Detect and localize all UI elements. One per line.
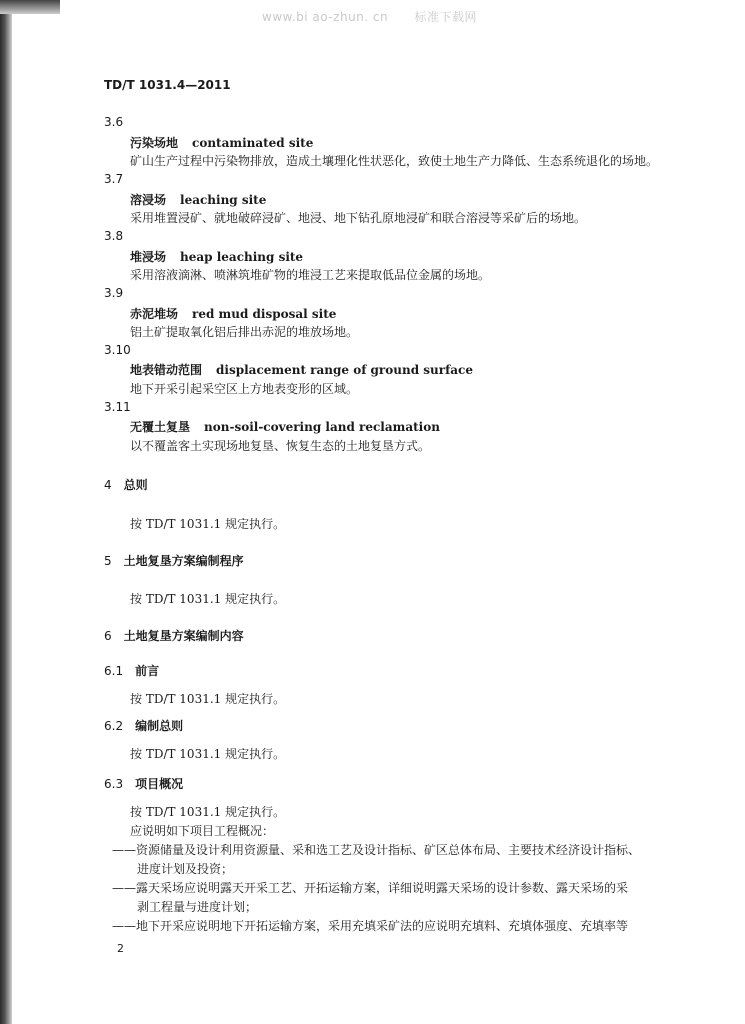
term-number: 3.6 [104,115,124,129]
overview-item: ——露天采场应说明露天开采工艺、开拓运输方案，详细说明露天采场的设计参数、露天采场的采 [112,881,629,895]
standard-code: TD/T 1031.4—2011 [104,78,231,92]
term-number: 3.9 [104,286,124,300]
page-edge-shadow [0,0,12,1024]
section-title: 总则 [123,478,148,492]
term-number: 3.11 [104,400,131,414]
section-heading [104,627,244,644]
section-heading [104,552,244,569]
section-title: 土地复垦方案编制程序 [123,554,244,568]
overview-intro: 应说明如下项目工程概况： [130,824,275,838]
term-number: 3.7 [104,172,124,186]
term-en: red mud disposal site [192,307,337,321]
term-zh: 污染场地 [130,136,179,150]
term-en: contaminated site [192,136,314,150]
term-number: 3.8 [104,229,124,243]
term-zh: 堆浸场 [130,250,167,264]
term-title [130,361,473,378]
watermark [262,8,499,25]
term-en: heap leaching site [180,250,304,264]
term-title [130,134,313,151]
section-heading [104,662,159,679]
section-body: 按 TD/T 1031.1 规定执行。 [130,517,286,531]
term-title [130,248,303,265]
term-zh: 赤泥堆场 [130,307,179,321]
term-definition: 地下开采引起采空区上方地表变形的区域。 [130,382,359,396]
page-corner-shadow [0,0,60,14]
term-en: leaching site [180,193,267,207]
section-body: 按 TD/T 1031.1 规定执行。 [130,592,286,606]
overview-item-continuation: 剥工程量与进度计划； [137,900,258,914]
term-en: non-soil-covering land reclamation [204,420,440,434]
term-en: displacement range of ground surface [216,363,473,377]
section-body: 按 TD/T 1031.1 规定执行。 [130,692,286,706]
section-title: 前言 [135,664,160,678]
section-heading [104,476,148,493]
term-zh: 溶浸场 [130,193,167,207]
overview-item: ——地下开采应说明地下开拓运输方案，采用充填采矿法的应说明充填料、充填体强度、充填率等 [112,919,629,933]
section-number: 6 [104,629,112,643]
section-number: 4 [104,478,112,492]
term-title [130,191,266,208]
overview-item-continuation: 进度计划及投资； [137,862,234,876]
section-title: 土地复垦方案编制内容 [123,629,244,643]
watermark-site: 标准下载网 [414,10,477,24]
term-title [130,418,440,435]
term-definition: 矿山生产过程中污染物排放，造成土壤理化性状恶化，致使土地生产力降低、生态系统退化的场地。 [130,154,659,168]
term-zh: 无覆土复垦 [130,420,191,434]
term-number: 3.10 [104,343,131,357]
section-heading [104,717,183,734]
section-number: 6.2 [104,719,124,733]
section-body: 按 TD/T 1031.1 规定执行。 [130,747,286,761]
page-number: 2 [117,942,124,955]
term-definition: 采用堆置浸矿、就地破碎浸矿、地浸、地下钻孔原地浸矿和联合溶浸等采矿后的场地。 [130,211,587,225]
term-definition: 以不覆盖客土实现场地复垦、恢复生态的土地复垦方式。 [130,439,431,453]
section-number: 5 [104,554,112,568]
section-number: 6.1 [104,664,124,678]
term-zh: 地表错动范围 [130,363,203,377]
section-title: 编制总则 [135,719,184,733]
term-definition: 铝土矿提取氧化铝后排出赤泥的堆放场地。 [130,325,359,339]
watermark-url: www.bi ao-zhun. cn [262,10,389,24]
section-title: 项目概况 [135,777,184,791]
overview-item: ——资源储量及设计利用资源量、采和选工艺及设计指标、矿区总体布局、主要技术经济设计指标、 [112,843,641,857]
term-definition: 采用溶液滴淋、喷淋筑堆矿物的堆浸工艺来提取低品位金属的场地。 [130,268,491,282]
section-body: 按 TD/T 1031.1 规定执行。 [130,805,286,819]
term-title [130,305,336,322]
section-heading [104,775,183,792]
section-number: 6.3 [104,777,124,791]
